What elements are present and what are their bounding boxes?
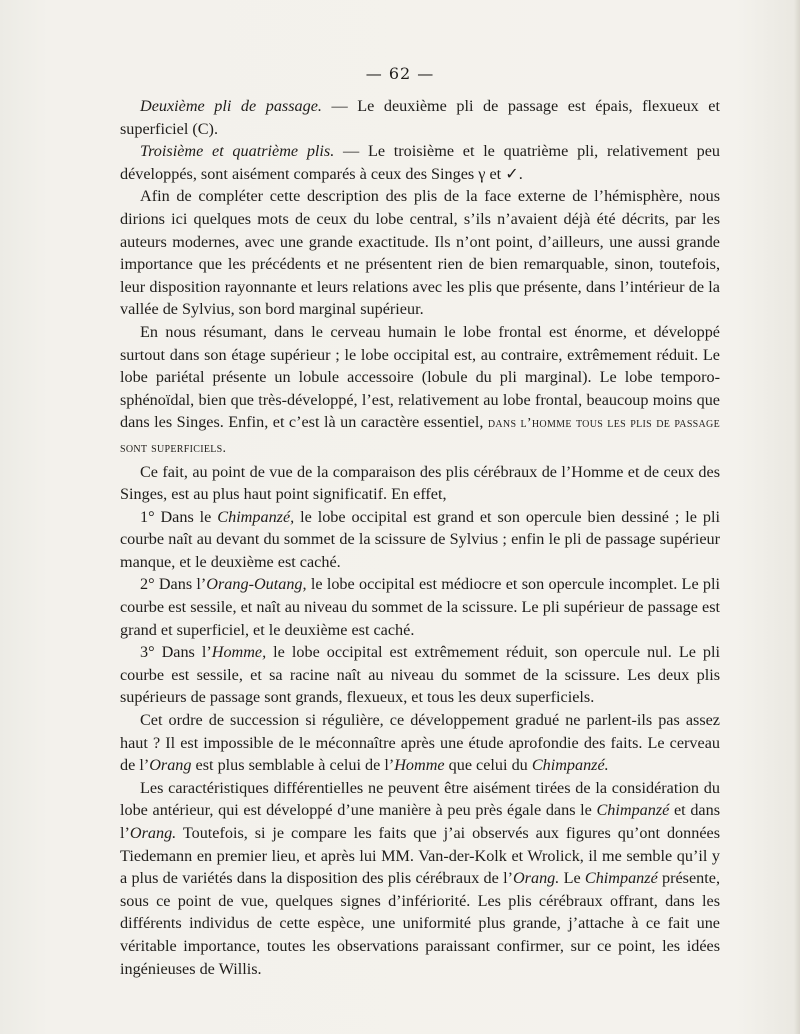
species-name: Chimpanzé, [217, 507, 295, 526]
paragraph-text: En nous résumant, dans le cerveau humain le lobe frontal est énorme, et développé surtout dans son étage supérieur ; le lobe occipital est, au contraire, extrêmement réduit. Le lobe pariétal présente un lobule accessoire (lobule du pli marginal). Le lobe temporo-sphénoïdal, bien que très-développé, l’est, relativement au lobe frontal, beaucoup moins que dans les Singes. Enfin, et c’est là un caractère essentiel, [120, 322, 720, 432]
paragraph-orang-outang [120, 573, 720, 641]
paragraph-text: — Le troisième et le quatrième pli, relativement peu développés, sont aisément comparés à ceux des Singes γ et ✓. [120, 142, 720, 183]
paragraph-homme [120, 641, 720, 709]
smallcaps-emphasis: dans l’homme tous les plis de passage sont superficiels. [120, 416, 720, 456]
paragraph-lobe-central: Afin de compléter cette description des plis de la face externe de l’hémisphère, nous dirions ici quelques mots de ceux du lobe central, s’ils n’avaient déjà été décrits, par les auteurs modernes, avec une grande exactitude. Ils n’ont point, d’ailleurs, une aussi grande importance que les précédents et ne présentent rien de bien remarquable, sinon, toutefois, leur disposition rayonnante et leurs relations avec les plis que présente, dans l’intérieur de la vallée de Sylvius, son bord marginal supérieur. [120, 187, 720, 319]
text-run: 2° Dans l’ [140, 575, 207, 594]
paragraph-ordre-succession [120, 709, 720, 777]
text-run: 1° Dans le [140, 507, 218, 526]
page-edge-shadow [794, 0, 800, 1034]
paragraph-resume [120, 321, 720, 461]
text-run: Cet ordre de succession si régulière, ce développement gradué ne parlent-ils pas assez haut ? Il est impossible de le méconnaître après une étude aprofondie des faits. Le cerveau de l’ [120, 711, 720, 775]
text-run: 3° Dans l’ [140, 643, 212, 662]
species-name: Homme, [211, 643, 267, 662]
text-run: et dans l’ [120, 801, 721, 842]
species-name: Orang [149, 756, 192, 775]
text-run: le lobe occipital est médiocre et son opercule incomplet. Le pli courbe est sessile, et naît au niveau du sommet de la scissure. Le pli supérieur de passage est grand et superficiel, et le deuxième est caché. [120, 575, 720, 639]
species-name: Orang. [129, 824, 177, 842]
text-run: le lobe occipital est extrêmement réduit, son opercule nul. Le pli courbe est sessile, et sa racine naît au niveau du sommet de la scissure. Les deux plis supérieurs de passage sont grands, flexueux, et tous les deux superficiels. [120, 643, 720, 707]
species-name: Chimpanzé [596, 801, 670, 820]
text-run: est plus semblable à celui de l’ [191, 756, 395, 775]
text-run: le lobe occipital est grand et son opercule bien dessiné ; le pli courbe naît au devant du sommet de la scissure de Sylvius ; enfin le pli de passage supérieur manque, et le deuxième est caché. [120, 507, 720, 571]
body-text [120, 95, 720, 980]
paragraph-chimpanze [120, 506, 720, 574]
section-title: Deuxième pli de passage. [140, 97, 322, 115]
section-title: Troisième et quatrième plis. [140, 142, 335, 161]
paragraph-caracteristiques [120, 777, 720, 980]
species-name: Orang-Outang, [206, 575, 307, 594]
paragraph-text: — Le deuxième pli de passage est épais, flexueux et superficiel (C). [120, 97, 720, 138]
text-run: Toutefois, si je compare les faits que j’ai observés aux figures qu’ont données Tiedemann en premier lieu, et après lui MM. Van-der-Kolk et Wrolick, il me semble qu’il y a plus de variétés dans la disposition des plis cérébraux de l’ [120, 824, 720, 888]
text-run: présente, sous ce point de vue, quelques signes d’infériorité. Les plis cérébraux offrant, dans les différents individus de cette espèce, une uniformité plus grande, j’attache à ce fait une véritable importance, toutes les observations paraissant confirmer, sur ce point, les idées ingénieuses de Willis. [120, 869, 720, 978]
species-name: Orang. [512, 869, 560, 888]
species-name: Homme [394, 756, 445, 775]
paragraph-troisieme-pli [120, 140, 720, 185]
text-run: Le [559, 869, 585, 888]
text-run: que celui du [444, 756, 532, 775]
text-run: Les caractéristiques différentielles ne peuvent être aisément tirées de la considération du lobe antérieur, qui est développé d’une manière à peu près égale dans le [120, 778, 720, 820]
species-name: Chimpanzé. [531, 756, 609, 775]
page-number: — 62 — [365, 64, 435, 83]
paragraph-deuxieme-pli [120, 95, 720, 140]
species-name: Chimpanzé [584, 869, 658, 888]
paragraph-comparaison: Ce fait, au point de vue de la comparaison des plis cérébraux de l’Homme et de ceux des Singes, est au plus haut point significatif. En effet, [120, 462, 720, 504]
